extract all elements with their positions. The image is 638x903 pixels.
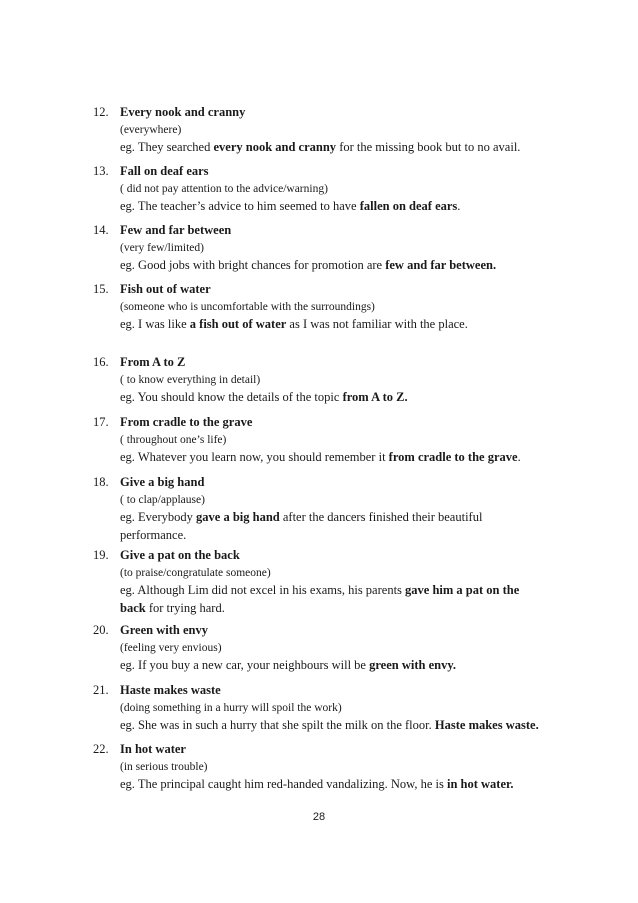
idiom-term: Give a pat on the back <box>120 548 240 562</box>
idiom-meaning: (everywhere) <box>120 123 182 136</box>
entry-number: 12. <box>93 105 109 119</box>
entry-number: 14. <box>93 223 109 237</box>
idiom-meaning: (feeling very envious) <box>120 641 222 654</box>
idiom-example: eg. I was like a fish out of water as I was not familiar with the place. <box>120 317 468 331</box>
idiom-term: Green with envy <box>120 623 208 637</box>
entry-number: 15. <box>93 282 109 296</box>
page-number: 28 <box>312 811 326 823</box>
idiom-example-continued: performance. <box>120 527 187 542</box>
idiom-example: eg. If you buy a new car, your neighbours will be green with envy. <box>120 658 457 672</box>
entry-number: 21. <box>93 683 109 697</box>
idiom-term: Haste makes waste <box>120 683 221 697</box>
idiom-example-continued: back for trying hard. <box>120 600 225 615</box>
idiom-meaning: (in serious trouble) <box>120 760 208 773</box>
idiom-term: From A to Z <box>120 355 186 369</box>
entry-number: 22. <box>93 742 109 756</box>
entry-number: 13. <box>93 164 109 178</box>
entry-number: 17. <box>93 415 109 429</box>
idiom-example: eg. She was in such a hurry that she spilt the milk on the floor. Haste makes waste. <box>120 718 539 732</box>
idiom-example: eg. You should know the details of the topic from A to Z. <box>120 390 408 404</box>
idiom-meaning: ( did not pay attention to the advice/warning) <box>120 182 328 195</box>
idiom-meaning: ( to know everything in detail) <box>120 373 261 386</box>
idiom-example: eg. Good jobs with bright chances for promotion are few and far between. <box>120 258 497 272</box>
idiom-meaning: ( to clap/applause) <box>120 493 205 506</box>
idiom-example: eg. Everybody gave a big hand after the dancers finished their beautiful <box>120 510 483 524</box>
idiom-term: Few and far between <box>120 223 232 237</box>
idiom-term: Fall on deaf ears <box>120 164 209 178</box>
entry-number: 18. <box>93 475 109 489</box>
idiom-meaning: (someone who is uncomfortable with the surroundings) <box>120 300 375 313</box>
idiom-example: eg. Whatever you learn now, you should remember it from cradle to the grave. <box>120 450 521 464</box>
idiom-meaning: (to praise/congratulate someone) <box>120 566 271 579</box>
idiom-term: Fish out of water <box>120 282 211 296</box>
idiom-example: eg. The teacher’s advice to him seemed to have fallen on deaf ears. <box>120 199 461 213</box>
idiom-term: From cradle to the grave <box>120 415 253 429</box>
entry-number: 20. <box>93 623 109 637</box>
idiom-meaning: ( throughout one’s life) <box>120 433 227 446</box>
entry-number: 19. <box>93 548 109 562</box>
idiom-term: Give a big hand <box>120 475 205 489</box>
idiom-term: In hot water <box>120 742 186 756</box>
idiom-example: eg. They searched every nook and cranny for the missing book but to no avail. <box>120 140 521 154</box>
idiom-example: eg. Although Lim did not excel in his exams, his parents gave him a pat on the <box>120 583 520 597</box>
idiom-meaning: (doing something in a hurry will spoil the work) <box>120 701 342 714</box>
idiom-meaning: (very few/limited) <box>120 241 204 254</box>
idiom-term: Every nook and cranny <box>120 105 246 119</box>
idiom-example: eg. The principal caught him red-handed vandalizing. Now, he is in hot water. <box>120 777 514 791</box>
entry-number: 16. <box>93 355 109 369</box>
